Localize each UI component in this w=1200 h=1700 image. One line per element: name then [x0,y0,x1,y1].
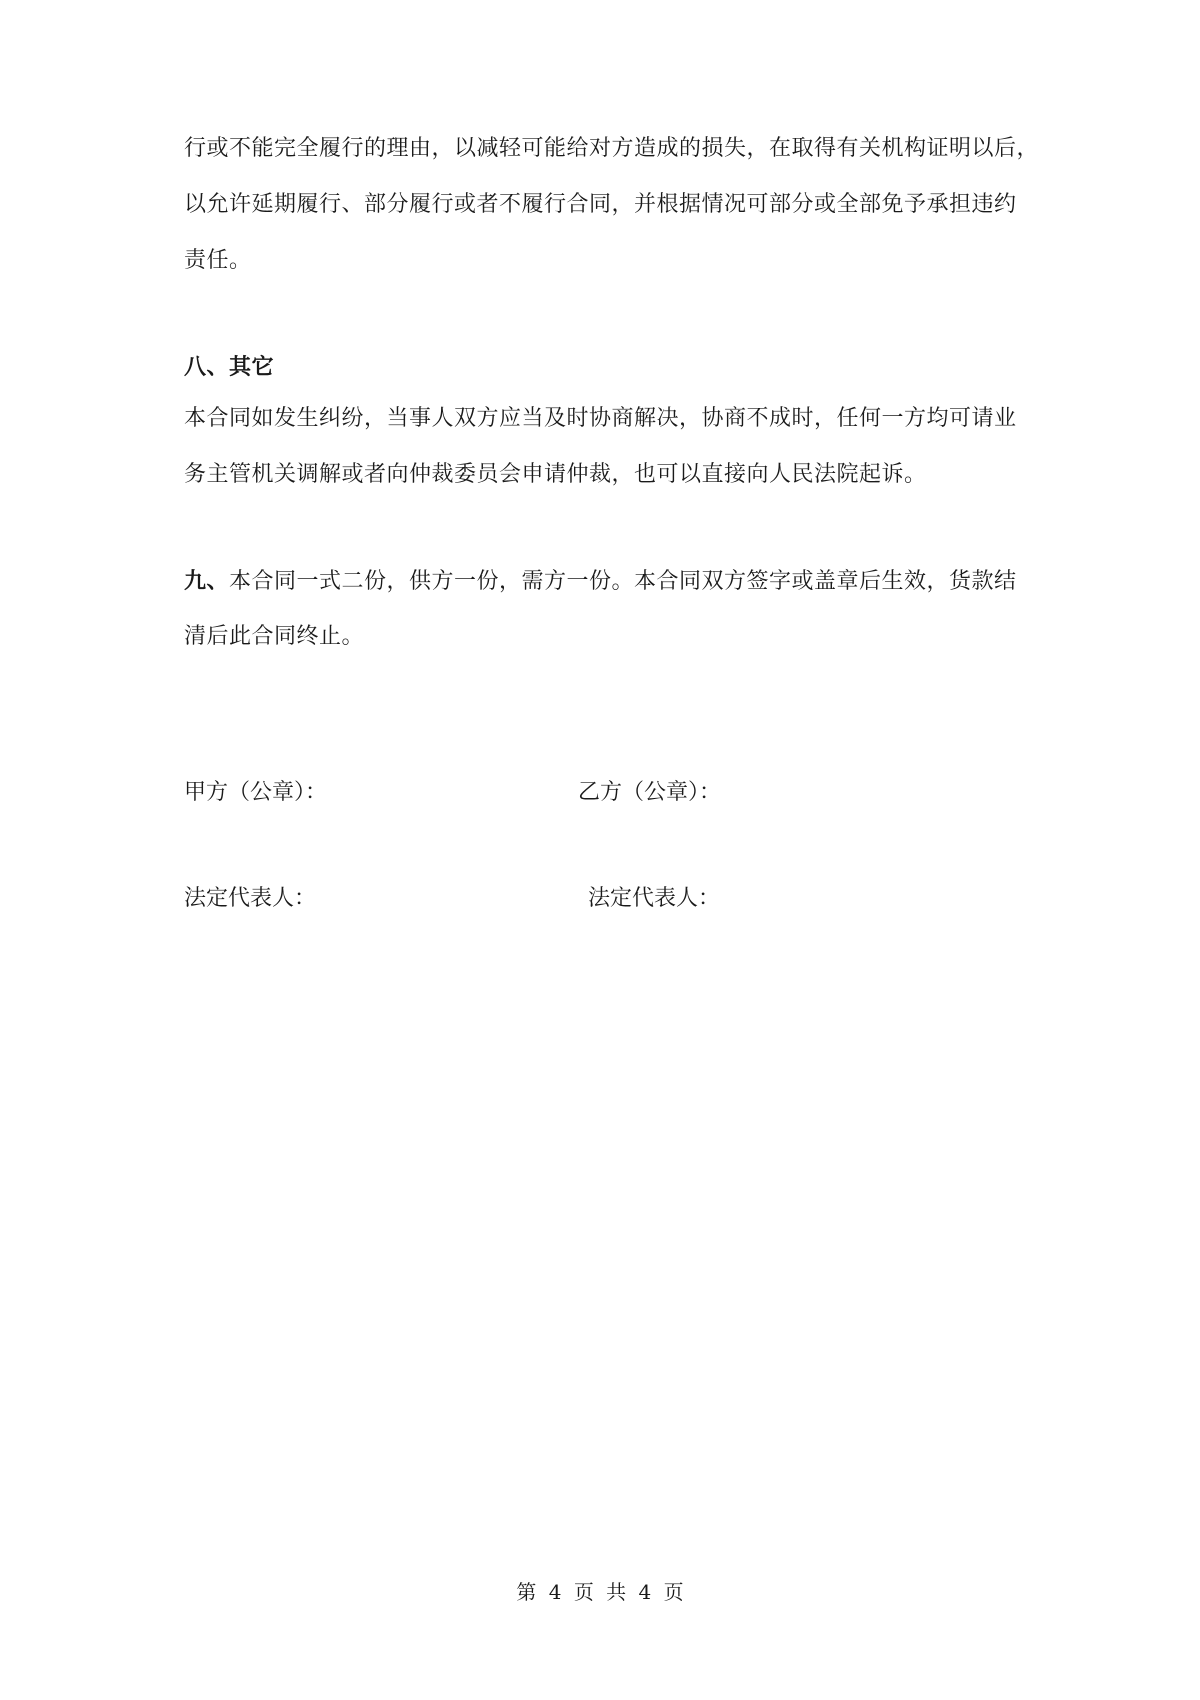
paragraph-line: 务主管机关调解或者向仲裁委员会申请仲裁，也可以直接向人民法院起诉。 [184,462,927,487]
party-b-seal-label: 乙方（公章）： [578,780,722,805]
paragraph-line: 清后此合同终止。 [184,624,365,649]
section-heading-9: 九、 [184,568,230,594]
party-a-representative-label: 法定代表人： [184,886,317,911]
paragraph-line: 行或不能完全履行的理由，以减轻可能给对方造成的损失，在取得有关机构证明以后， [184,136,1040,161]
paragraph-line: 本合同如发生纠纷，当事人双方应当及时协商解决，协商不成时，任何一方均可请业 [184,406,1017,431]
paragraph-line: 以允许延期履行、部分履行或者不履行合同，并根据情况可部分或全部免予承担违约 [184,192,1017,217]
page-number-footer: 第 4 页 共 4 页 [516,1580,684,1604]
section-heading-8: 八、其它 [184,354,275,380]
party-a-seal-label: 甲方（公章）： [184,780,328,805]
section-9-first-line [184,566,1017,597]
paragraph-line: 责任。 [184,248,252,273]
paragraph-text: 本合同一式二份，供方一份，需方一份。本合同双方签字或盖章后生效，货款结 [229,569,1017,594]
party-b-representative-label: 法定代表人： [588,886,721,911]
